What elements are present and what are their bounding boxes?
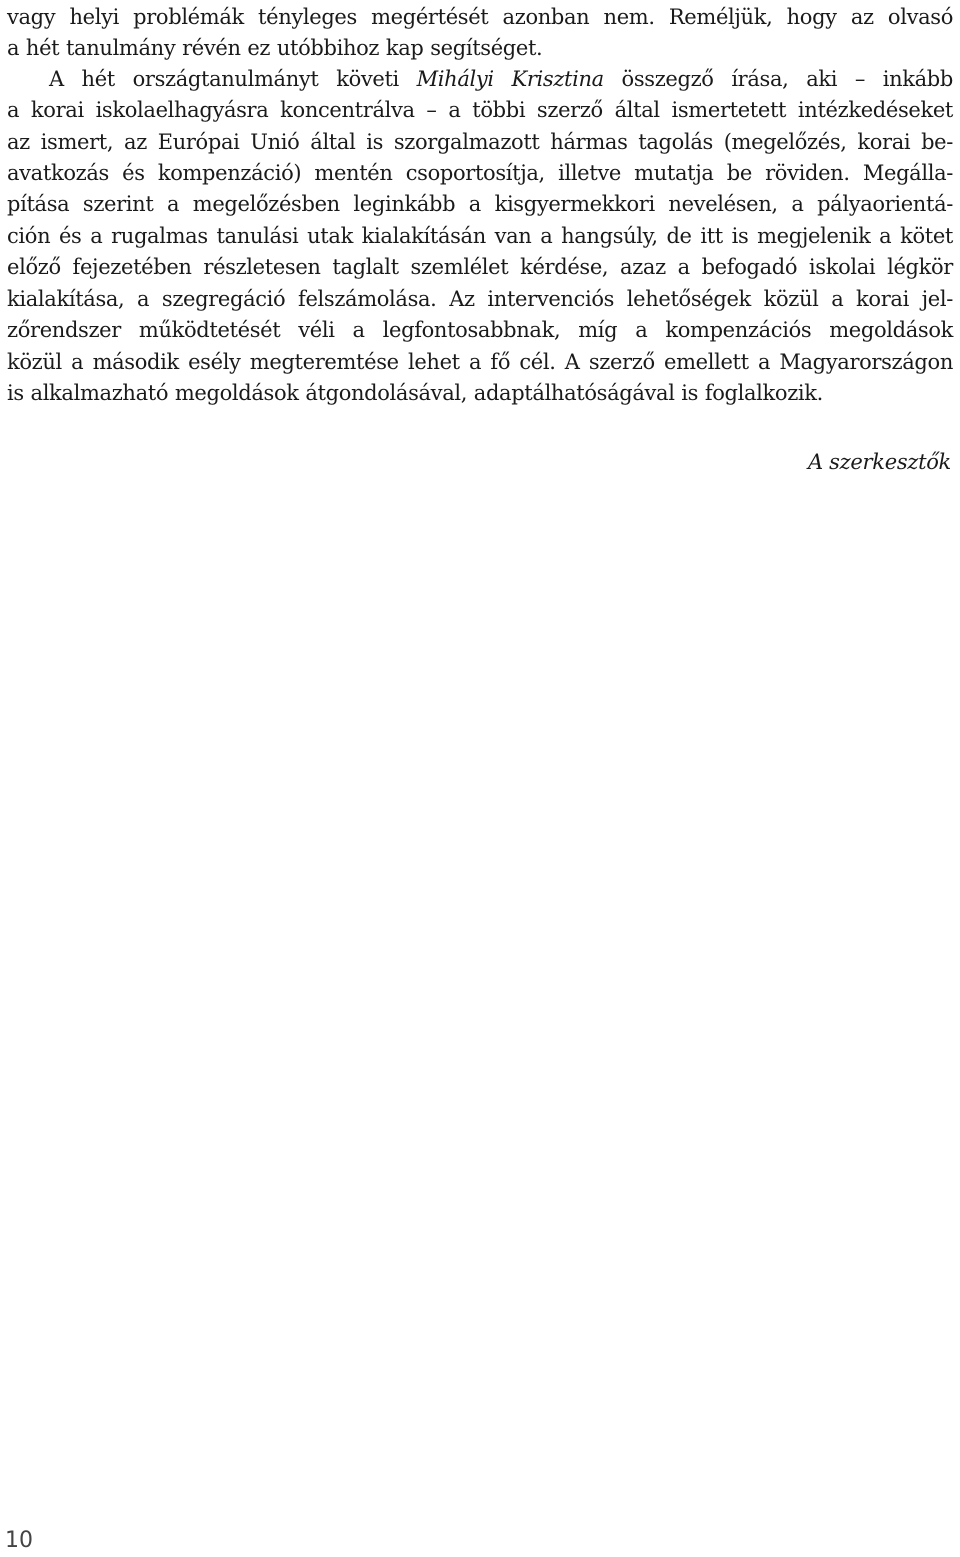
paragraph-2-line: előző fejezetében részletesen taglalt szemlélet kérdése, azaz a befogadó iskolai légkör: [7, 255, 953, 279]
paragraph-2-line: is alkalmazható megoldások átgondolásával, adaptálhatóságával is foglalkozik.: [7, 381, 823, 405]
paragraph-2-first-line: [7, 64, 953, 95]
paragraph-2-line: közül a második esély megteremtése lehet a fő cél. A szerző emellett a Magyarországon: [7, 350, 953, 374]
paragraph-2-line: pítása szerint a megelőzésben leginkább a kisgyermekkori nevelésen, a pályaorientá-: [7, 192, 953, 216]
paragraph-1-line: vagy helyi problémák tényleges megértését azonban nem. Reméljük, hogy az olvasó: [7, 5, 953, 29]
paragraph-2-line: avatkozás és kompenzáció) mentén csoportosítja, illetve mutatja be röviden. Megálla-: [7, 161, 953, 185]
text-run: A hét országtanulmányt követi: [49, 67, 417, 91]
paragraph-1-line: a hét tanulmány révén ez utóbbihoz kap segítséget.: [7, 36, 543, 60]
author-name: Mihályi Krisztina: [416, 67, 604, 91]
page-number: 10: [5, 1528, 33, 1553]
paragraph-2-line: az ismert, az Európai Unió által is szorgalmazott hármas tagolás (megelőzés, korai be-: [7, 130, 953, 154]
text-run: összegző írása, aki – inkább: [603, 67, 953, 91]
paragraph-2-line: a korai iskolaelhagyásra koncentrálva – a többi szerző által ismertetett intézkedéseket: [7, 98, 953, 122]
editors-signature: A szerkesztők: [807, 450, 951, 474]
paragraph-2-line: zőrendszer működtetését véli a legfontosabbnak, míg a kompenzációs megoldások: [7, 318, 953, 342]
paragraph-2-line: kialakítása, a szegregáció felszámolása. Az intervenciós lehetőségek közül a korai jel-: [7, 287, 953, 311]
paragraph-2-line: ción és a rugalmas tanulási utak kialakításán van a hangsúly, de itt is megjelenik a kötet: [7, 224, 953, 248]
